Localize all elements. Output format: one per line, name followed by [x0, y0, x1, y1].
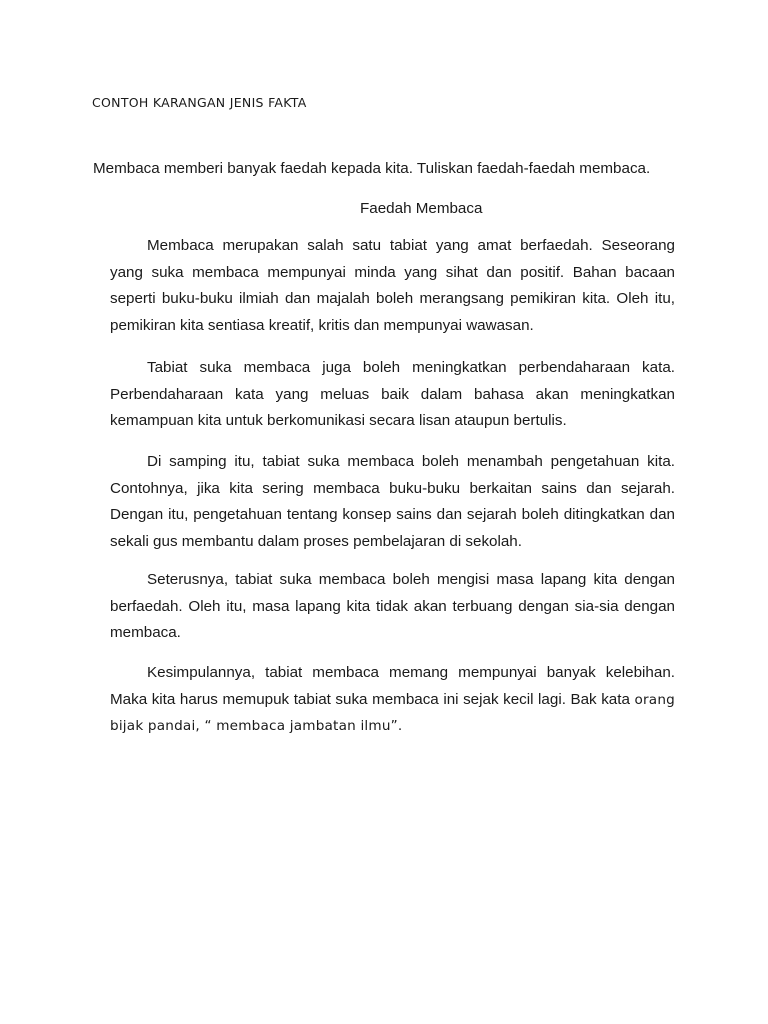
conclusion-quote-text: orang bijak pandai, “ membaca jambatan ilmu”.: [110, 691, 675, 735]
paragraph-1: Membaca merupakan salah satu tabiat yang amat berfaedah. Seseorang yang suka membaca mempunyai minda yang sihat dan positif. Bahan bacaan seperti buku-buku ilmiah dan majalah boleh merangsang pemikiran kita. Oleh itu, pemikiran kita sentiasa kreatif, kritis dan mempunyai wawasan.: [110, 237, 675, 335]
essay-question: Membaca memberi banyak faedah kepada kita. Tuliskan faedah-faedah membaca.: [93, 160, 651, 177]
paragraph-2: Tabiat suka membaca juga boleh meningkatkan perbendaharaan kata. Perbendaharaan kata yang meluas baik dalam bahasa akan meningkatkan kemampuan kita untuk berkomunikasi secara lisan ataupun bertulis.: [110, 359, 675, 430]
paragraph-4: Seterusnya, tabiat suka membaca boleh mengisi masa lapang kita dengan berfaedah. Oleh itu, masa lapang kita tidak akan terbuang dengan sia-sia dengan membaca.: [110, 571, 675, 642]
paragraph-3: Di samping itu, tabiat suka membaca boleh menambah pengetahuan kita. Contohnya, jika kita sering membaca buku-buku berkaitan sains dan sejarah. Dengan itu, pengetahuan tentang konsep sains dan sejarah boleh ditingkatkan dan sekali gus membantu dalam proses pembelajaran di sekolah.: [110, 453, 675, 551]
conclusion-main-text: Kesimpulannya, tabiat membaca memang mempunyai banyak kelebihan. Maka kita harus memupuk tabiat suka membaca ini sejak kecil lagi. Bak kata: [110, 664, 675, 708]
essay-title: Faedah Membaca: [360, 200, 483, 217]
paragraph-conclusion: [110, 660, 675, 740]
document-heading: CONTOH KARANGAN JENIS FAKTA: [92, 95, 307, 110]
